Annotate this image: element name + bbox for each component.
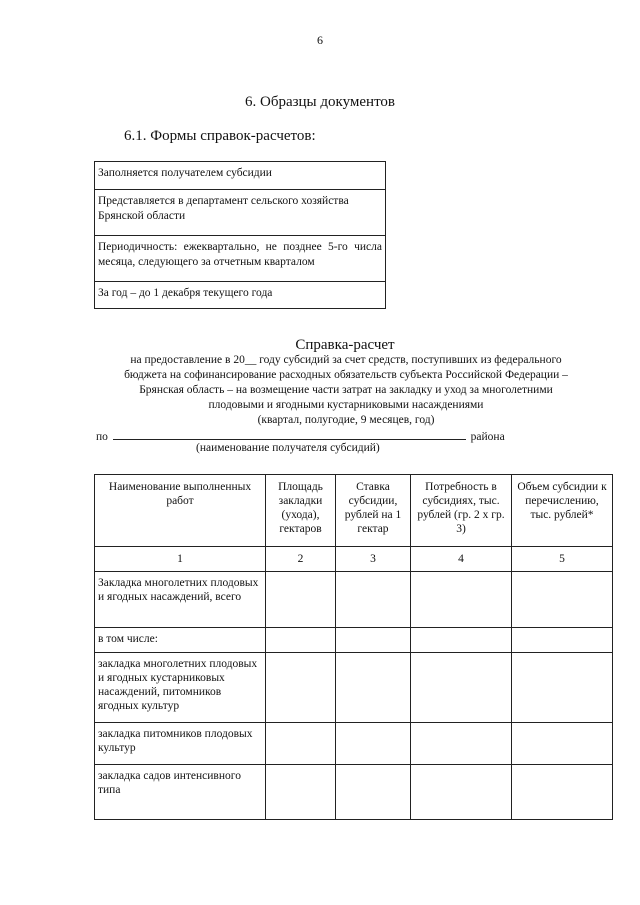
table-cell[interactable] (512, 653, 613, 723)
table-cell[interactable] (336, 723, 411, 765)
table-cell[interactable] (266, 628, 336, 653)
table-row (95, 628, 613, 653)
certificate-body-line-1: на предоставление в 20__ году субсидий за счет средств, поступивших из федерального (130, 354, 562, 366)
column-number: 4 (411, 547, 512, 572)
page-number: 6 (317, 33, 323, 47)
row-label: закладка садов интенсивного типа (95, 765, 266, 820)
table-row (95, 765, 613, 820)
certificate-body-line-4: плодовыми и ягодными кустарниковыми насаждениями (208, 399, 484, 411)
row-label: Закладка многолетних плодовых и ягодных насаждений, всего (95, 572, 266, 628)
table-cell[interactable] (512, 765, 613, 820)
column-number: 2 (266, 547, 336, 572)
table-row (95, 653, 613, 723)
table-row (95, 723, 613, 765)
recipient-name-blank[interactable] (113, 428, 466, 440)
recipient-caption: (наименование получателя субсидий) (196, 442, 380, 454)
column-number-row (95, 547, 613, 572)
section-title: 6. Образцы документов (244, 94, 396, 110)
table-header-row (95, 475, 613, 547)
header-need: Потребность в субсидиях, тыс. рублей (гр. 2 х гр. 3) (411, 475, 512, 547)
subsidy-table (94, 474, 613, 820)
header-work-name: Наименование выполненных работ (95, 475, 266, 547)
table-cell[interactable] (266, 765, 336, 820)
table-cell[interactable] (411, 628, 512, 653)
row-label: закладка питомников плодовых культур (95, 723, 266, 765)
header-amount: Объем субсидии к перечислению, тыс. рублей* (512, 475, 613, 547)
subsection-title: 6.1. Формы справок-расчетов: (124, 128, 316, 144)
period-note: (квартал, полугодие, 9 месяцев, год) (257, 414, 435, 426)
table-cell[interactable] (336, 628, 411, 653)
table-cell[interactable] (266, 572, 336, 628)
certificate-body-line-2: бюджета на софинансирование расходных обязательств субъекта Российской Федерации – (124, 369, 568, 381)
table-row (95, 572, 613, 628)
column-number: 1 (95, 547, 266, 572)
info-box-submission-note: Представляется в департамент сельского хозяйства Брянской области (95, 190, 386, 236)
table-cell[interactable] (411, 765, 512, 820)
info-box-annual-deadline: За год – до 1 декабря текущего года (95, 282, 386, 309)
table-cell[interactable] (411, 653, 512, 723)
info-box-periodicity-note: Периодичность: ежеквартально, не позднее 5-го числа месяца, следующего за отчетным кварталом (95, 236, 386, 282)
table-cell[interactable] (512, 628, 613, 653)
row-label: закладка многолетних плодовых и ягодных кустарниковых насаждений, питомников ягодных культур (95, 653, 266, 723)
table-cell[interactable] (336, 653, 411, 723)
table-cell[interactable] (411, 723, 512, 765)
table-cell[interactable] (512, 572, 613, 628)
table-cell[interactable] (336, 765, 411, 820)
header-area: Площадь закладки (ухода), гектаров (266, 475, 336, 547)
table-cell[interactable] (512, 723, 613, 765)
info-box (94, 161, 386, 309)
info-box-filler-note: Заполняется получателем субсидии (95, 162, 386, 190)
column-number: 3 (336, 547, 411, 572)
po-suffix: района (470, 431, 505, 443)
po-prefix: по (96, 431, 108, 443)
table-cell[interactable] (336, 572, 411, 628)
table-cell[interactable] (266, 653, 336, 723)
header-rate: Ставка субсидии, рублей на 1 гектар (336, 475, 411, 547)
recipient-line (96, 428, 505, 443)
row-label: в том числе: (95, 628, 266, 653)
certificate-title: Справка-расчет (295, 337, 395, 353)
certificate-body (96, 353, 596, 428)
table-cell[interactable] (411, 572, 512, 628)
column-number: 5 (512, 547, 613, 572)
certificate-body-line-3: Брянская область – на возмещение части затрат на закладку и уход за многолетними (139, 384, 553, 396)
table-cell[interactable] (266, 723, 336, 765)
